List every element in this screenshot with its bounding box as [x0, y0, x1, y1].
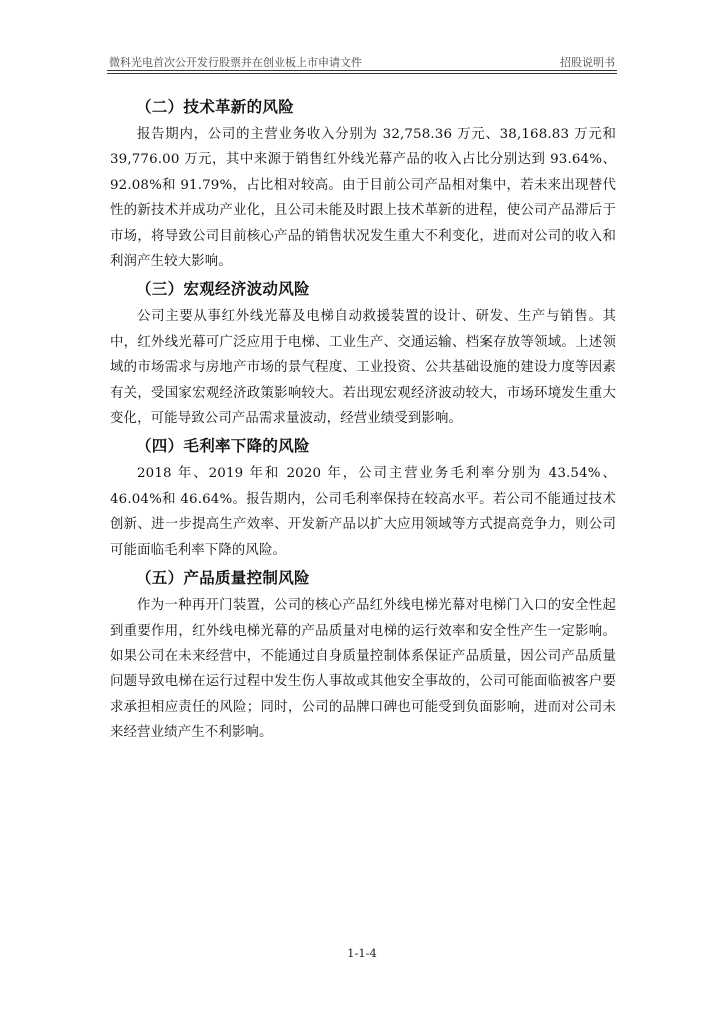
- section-paragraph-quality-risk: 作为一种再开门装置，公司的核心产品红外线电梯光幕对电梯门入口的安全性起到重要作用，红外线电梯光幕的产品质量对电梯的运行效率和安全性产生一定影响。如果公司在未来经营中，不能通过自身质量控制体系保证产品质量，因公司产品质量问题导致电梯在运行过程中发生伤人事故或其他安全事故的，公司可能面临被客户要求承担相应责任的风险；同时，公司的品牌口碑也可能受到负面影响，进而对公司未来经营业绩产生不利影响。: [110, 598, 616, 741]
- page-number: 1-1-4: [347, 946, 377, 960]
- section-title-margin-risk: （四）毛利率下降的风险: [136, 437, 310, 456]
- page-header: [107, 52, 617, 72]
- section-title-technology-risk: （二）技术革新的风险: [136, 98, 295, 116]
- section-paragraph-macro-risk: 公司主要从事红外线光幕及电梯自动救援装置的设计、研发、生产与销售。其中，红外线光幕可广泛应用于电梯、工业生产、交通运输、档案存放等领域。上述领域的市场需求与房地产市场的景气程度、工业投资、公共基础设施的建设力度等因素有关，受国家宏观经济政策影响较大。若出现宏观经济波动较大，市场环境发生重大变化，可能导致公司产品需求量波动，经营业绩受到影响。: [110, 309, 616, 427]
- section-paragraph-margin-risk: 2018 年、2019 年和 2020 年，公司主营业务毛利率分别为 43.54%、46.04%和 46.64%。报告期内，公司毛利率保持在较高水平。若公司不能通过技术创新、进一步提高生产效率、开发新产品以扩大应用领域等方式提高竞争力，则公司可能面临毛利率下降的风险。: [110, 466, 616, 558]
- section-title-macro-risk: （三）宏观经济波动风险: [136, 280, 310, 299]
- header-divider: [107, 70, 617, 74]
- section-paragraph-technology-risk: 报告期内，公司的主营业务收入分别为 32,758.36 万元、38,168.83 万元和 39,776.00 万元，其中来源于销售红外线光幕产品的收入占比分别达到 93.64%、92.08%和 91.79%，占比相对较高。由于目前公司产品相对集中，若未来出现替代性的新技术并成功产业化，且公司未能及时跟上技术革新的进程，使公司产品滞后于市场，将导致公司目前核心产品的销售状况发生重大不利变化，进而对公司的收入和利润产生较大影响。: [110, 127, 616, 270]
- header-document-type: 招股说明书: [560, 56, 615, 69]
- header-document-title: 微科光电首次公开发行股票并在创业板上市申请文件: [109, 56, 362, 69]
- section-title-quality-risk: （五）产品质量控制风险: [136, 569, 310, 588]
- page-body: [110, 92, 616, 746]
